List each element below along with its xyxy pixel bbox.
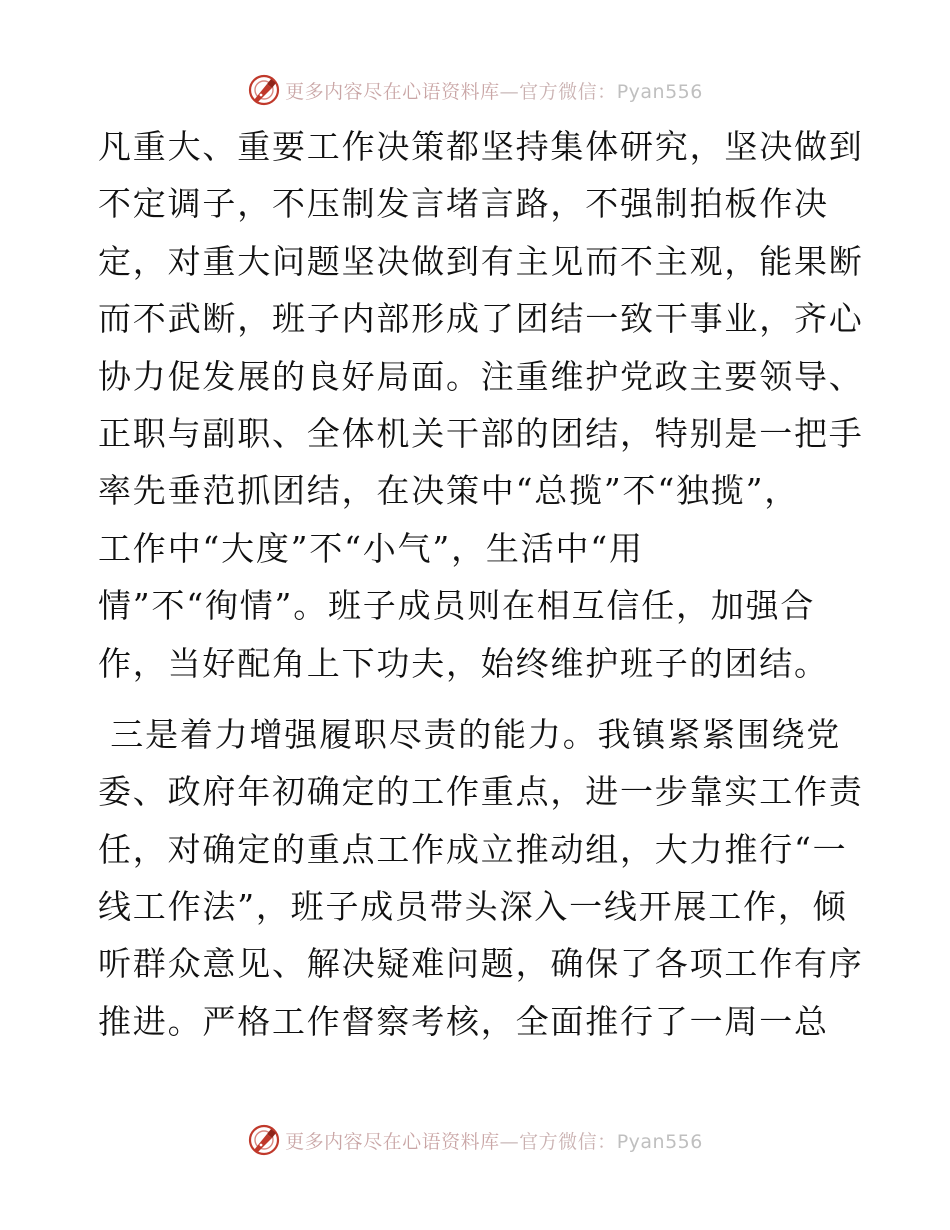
text-line: 任，对确定的重点工作成立推动组，大力推行“一 [98, 829, 848, 869]
text-line: 作，当好配角上下功夫，始终维护班子的团结。 [98, 643, 829, 683]
text-line: 推进。严格工作督察考核，全面推行了一周一总 [98, 1001, 829, 1041]
document-body [98, 118, 864, 1050]
header-brand-text: 更多内容尽在心语资料库 [285, 80, 500, 103]
footer-watermark-banner [0, 1120, 950, 1160]
text-line: 率先垂范抓团结，在决策中“总揽”不“独揽”， [98, 471, 800, 511]
text-line: 线工作法”，班子成员带头深入一线开展工作，倾 [98, 887, 848, 927]
pen-nib-logo-icon [247, 1123, 281, 1157]
paragraph-1 [98, 118, 864, 692]
header-dash: — [499, 80, 520, 103]
text-line: 协力促发展的良好局面。注重维护党政主要领导、 [98, 356, 864, 396]
pen-nib-logo-icon [247, 73, 281, 107]
footer-watermark-text [285, 1127, 703, 1154]
text-line: 而不武断，班子内部形成了团结一致干事业，齐心 [98, 299, 864, 339]
footer-brand-text: 更多内容尽在心语资料库 [285, 1130, 500, 1153]
footer-dash: — [499, 1130, 520, 1153]
header-watermark-content [247, 73, 703, 107]
text-line: 听群众意见、解决疑难问题，确保了各项工作有序 [98, 944, 864, 984]
text-line: 正职与副职、全体机关干部的团结，特别是一把手 [98, 413, 864, 453]
header-wechat-label: 官方微信： [519, 80, 617, 103]
footer-wechat-label: 官方微信： [519, 1130, 617, 1153]
text-line: 凡重大、重要工作决策都坚持集体研究，坚决做到 [98, 127, 864, 166]
header-watermark-banner [0, 70, 950, 110]
text-line: 不定调子，不压制发言堵言路，不强制拍板作决 [98, 184, 829, 224]
paragraph-2 [98, 706, 864, 1050]
text-line: 三是着力增强履职尽责的能力。我镇紧紧围绕党 [98, 714, 842, 754]
text-line: 工作中“大度”不“小气”，生活中“用 [98, 528, 644, 568]
header-watermark-text [285, 77, 703, 104]
text-line: 定，对重大问题坚决做到有主见而不主观，能果断 [98, 241, 864, 281]
footer-wechat-id: Pyan556 [616, 1130, 703, 1153]
footer-watermark-content [247, 1123, 703, 1157]
paragraph-spacer [98, 692, 858, 706]
text-line: 情”不“徇情”。班子成员则在相互信任，加强合 [98, 586, 816, 626]
text-line: 委、政府年初确定的工作重点，进一步靠实工作责 [98, 772, 864, 812]
header-wechat-id: Pyan556 [616, 80, 703, 103]
